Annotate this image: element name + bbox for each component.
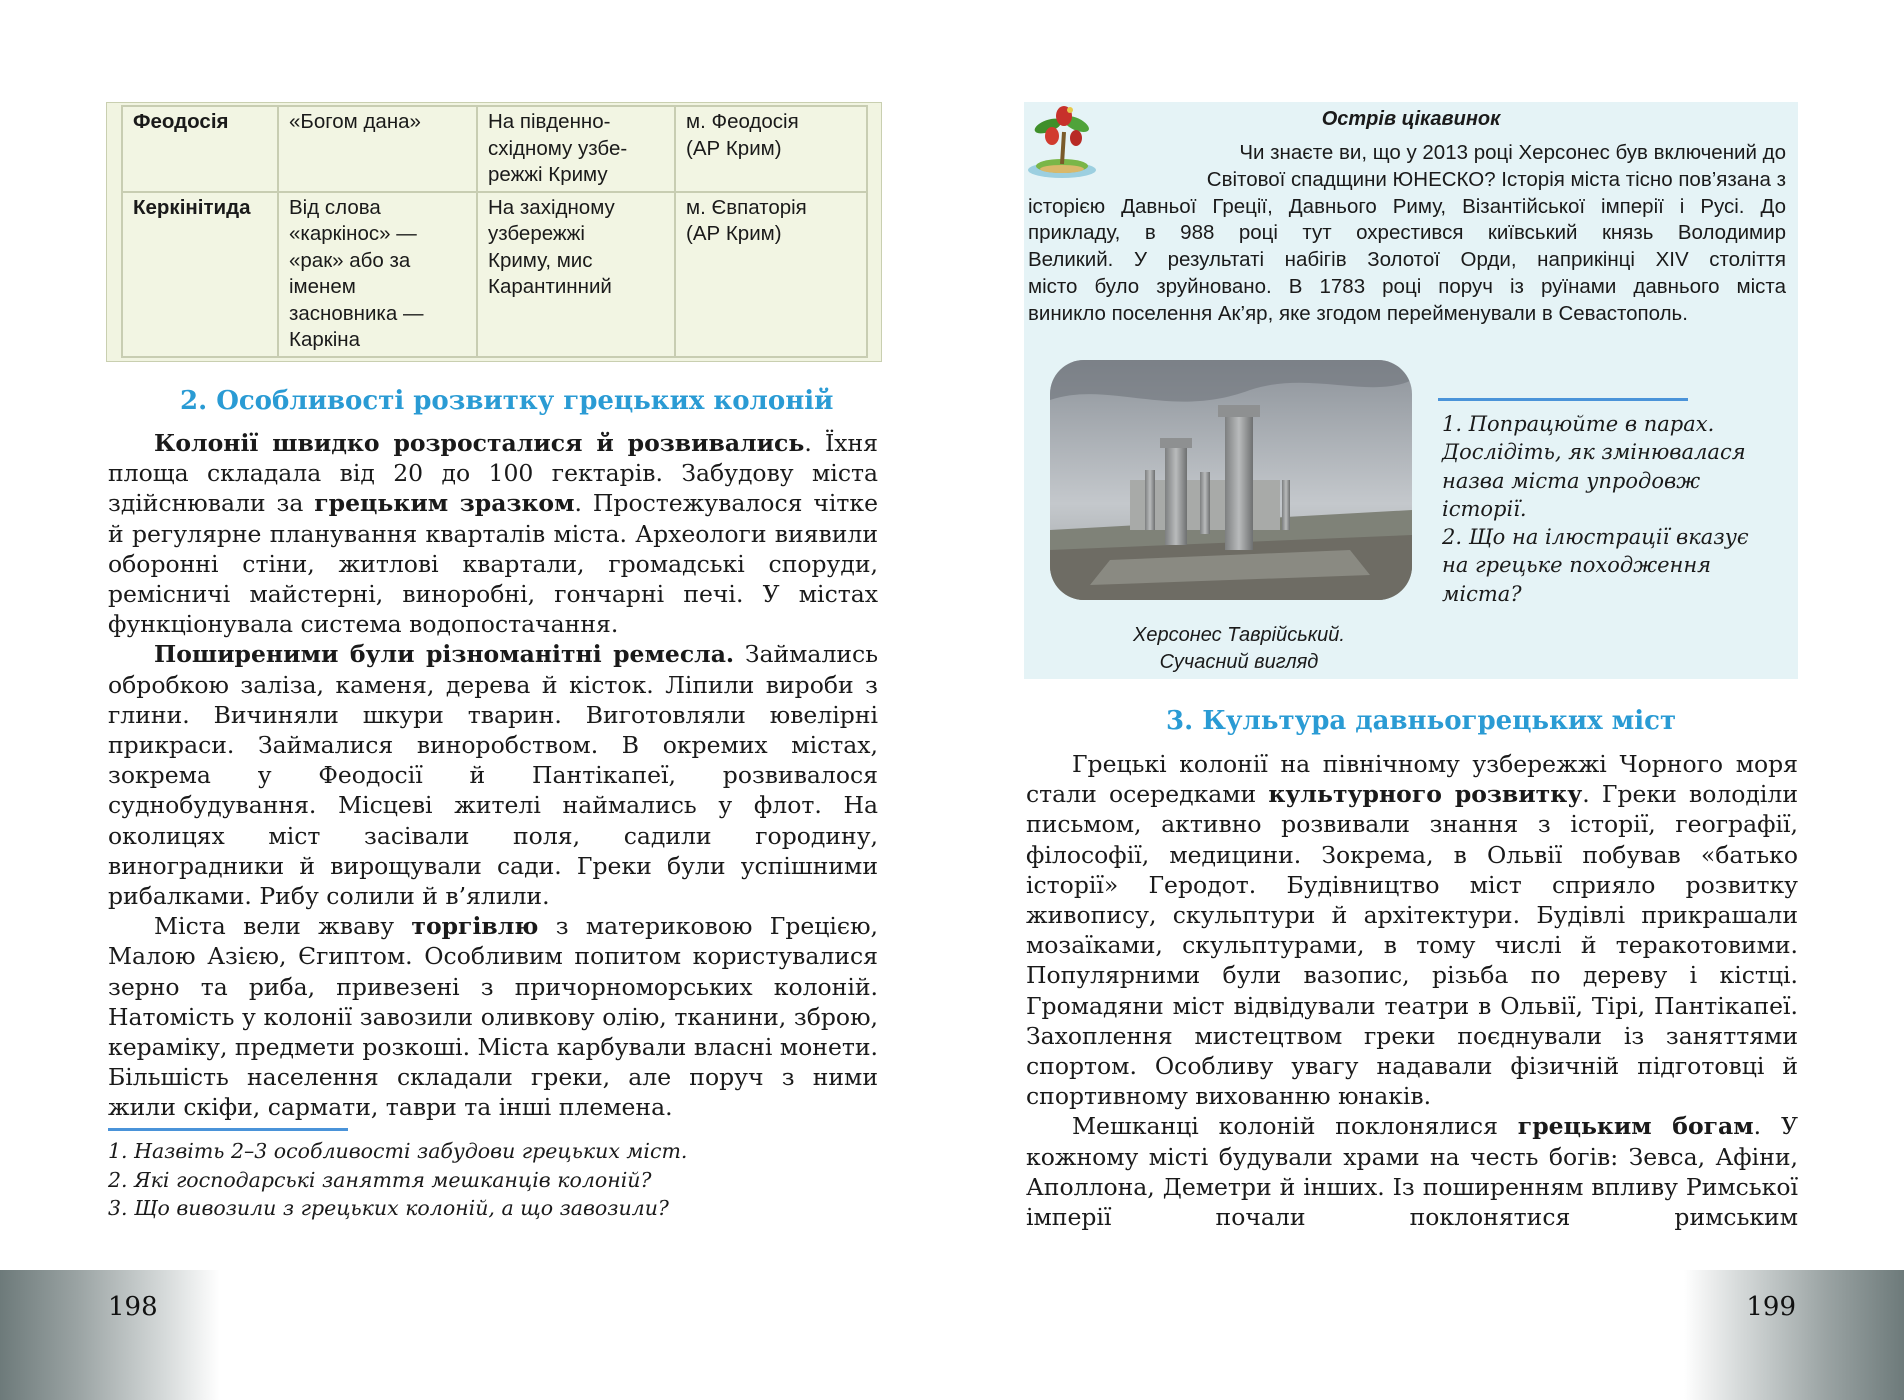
divider-rule xyxy=(1438,398,1688,401)
section-title: 2. Особливості розвитку грецьких колоній xyxy=(180,386,834,416)
chersonesus-photo xyxy=(1050,360,1412,600)
page-number: 198 xyxy=(108,1292,158,1322)
footer-band xyxy=(1684,1270,1904,1400)
paragraph: Поширеними були різноманітні ремесла. Займались обробкою заліза, каменя, дерева й кісток. Ліпили вироби з глини. Вичиняли шкури тварин. Виготовляли ювелірні прикраси. Займалися виноробством. В окремих містах, зокрема у Феодосії й Пантікапеї, розвивалося суднобудування. Місцеві жителі наймались у флот. На околицях міст засівали поля, садили городину, виноградники й вирощували сади. Греки були успішними рибалками. Рибу солили й в’ялили. xyxy=(108,640,878,911)
section-title: 3. Культура давньогрецьких міст xyxy=(1166,706,1677,736)
section-body xyxy=(108,428,878,1123)
table-row xyxy=(122,106,867,192)
paragraph: Міста вели жваву торгівлю з материковою Грецією, Малою Азією, Єгиптом. Особливим попитом користувалися зерно та риба, привезені з причорноморських колоній. Натомість у колонії завозили оливкову олію, тканини, зброю, кераміку, предмети розкоші. Міста карбували власні монети. Більшість населення складали греки, але поруч з ними жили скіфи, сармати, таври та інші племена. xyxy=(108,912,878,1122)
cities-table xyxy=(121,105,868,358)
fun-facts-box xyxy=(1024,102,1798,679)
modern-name-cell: м. Євпаторія (АР Крим) xyxy=(675,192,867,357)
paragraph: Колонії швидко розросталися й розвивались. Їхня площа складала від 20 до 100 гектарів. Забудову міста здійснювали за грецьким зразком. Простежувалося чітке й регулярне планування кварталів міста. Археологи виявили оборонні стіни, житлові квартали, громадські споруди, ремісничі майстерні, виноробні, гончарні печі. У містах функціонувала система водопостачання. xyxy=(108,429,879,639)
question: 1. Назвіть 2–3 особливості забудови грецьких міст. xyxy=(108,1139,688,1163)
paragraph: Грецькі колонії на північному узбережжі Чорного моря стали осередками культурного розвитку. Греки володіли письмом, активно розвивали знання з історії, географії, філософії, медицини. Зокрема, в Ольвії побував «батько історії» Геродот. Будівництво міст сприяло розвитку живопису, скульптури й архітектури. Будівлі прикрашали мозаїками, скульптурами, в тому числі й теракотовими. Популярними були вазопис, різьба по дереву і кістці. Громадяни міст відвідували театри в Ольвії, Тірі, Пантікапеї. Захоплення мистецтвом греки поєднували із заняттями спортом. Особливу увагу надавали фізичній підготовці й спортивному вихованню юнаків. xyxy=(1026,750,1798,1111)
name-meaning-cell: «Богом дана» xyxy=(278,106,477,192)
box-text: Чи знаєте ви, що у 2013 році Херсонес був включений до Світової спадщини ЮНЕСКО? Історія міста тісно пов’язана з історією Давньої Греції, Давнього Риму, Візантійської імперії і Русі. До прикладу, в 988 році тут охрестився київський князь Володимир Великий. У результаті набігів Золотої Орди, наприкінці XIV століття місто було зруйновано. В 1783 році поруч із руїнами давнього міста виникло поселення Ак’яр, яке згодом перейменували в Севастополь. xyxy=(1028,141,1786,325)
table-row xyxy=(122,192,867,357)
question: 3. Що вивозили з грецьких колоній, а що завозили? xyxy=(108,1196,669,1220)
location-cell: На південно- східному узбе- режжі Криму xyxy=(477,106,675,192)
divider-rule xyxy=(108,1128,348,1131)
right-page xyxy=(952,0,1904,1400)
question: 2. Які господарські заняття мешканців колоній? xyxy=(108,1167,652,1192)
paragraph: Мешканці колоній поклонялися грецьким богам. У кожному місті будували храми на честь богів: Зевса, Афіни, Аполлона, Деметри й інших. Із поширенням впливу Римської імперії почали поклонятися римським xyxy=(1026,1112,1798,1232)
review-questions xyxy=(108,1137,687,1223)
name-meaning-cell: Від слова «каркінос» — «рак» або за іменем засновника — Каркіна xyxy=(278,192,477,357)
photo-caption: Херсонес Таврійський. Сучасний вигляд xyxy=(1133,624,1345,673)
cities-table-panel xyxy=(106,102,882,362)
page-number: 199 xyxy=(1746,1292,1796,1322)
section-body xyxy=(1026,749,1798,1232)
city-name-cell: Керкінітида xyxy=(122,192,278,357)
city-name-cell: Феодосія xyxy=(122,106,278,192)
box-title: Острів цікавинок xyxy=(1321,108,1501,130)
footer-band xyxy=(0,1270,220,1400)
pair-tasks: 1. Попрацюйте в парах. Дослідіть, як змінювалася назва міста упродовж історії. 2. Що на ілюстрації вказує на грецьке походження міста? xyxy=(1442,412,1749,606)
modern-name-cell: м. Феодосія (АР Крим) xyxy=(675,106,867,192)
location-cell: На західному узбережжі Криму, мис Карантинний xyxy=(477,192,675,357)
